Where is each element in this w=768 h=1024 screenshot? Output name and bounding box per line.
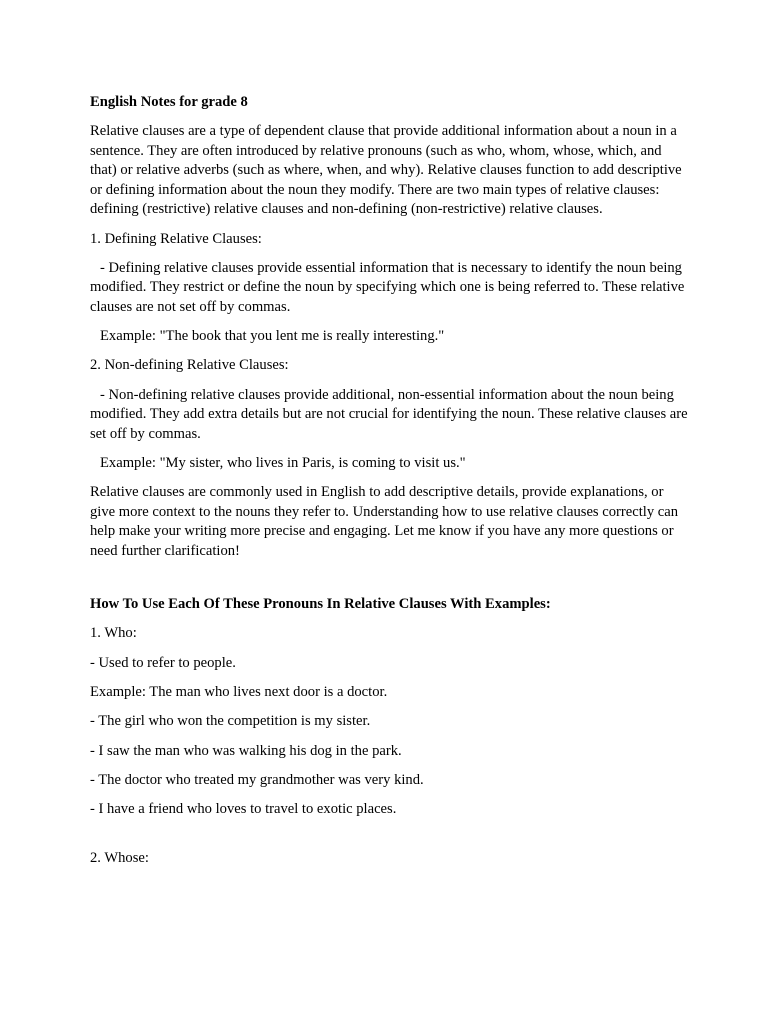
whose-heading: 2. Whose:	[90, 850, 149, 867]
who-item: - I saw the man who was walking his dog in the park.	[90, 742, 402, 759]
blank-line	[90, 830, 690, 850]
defining-body: - Defining relative clauses provide essential information that is necessary to identify the noun being modified. They restrict or define the noun by specifying which one is being referred to. These relative clauses are not set off by commas.	[90, 259, 685, 315]
conclusion-paragraph: Relative clauses are commonly used in English to add descriptive details, provide explanations, or give more context to the nouns they refer to. Understanding how to use relative clauses correctly can help make your writing more precise and engaging. Let me know if you have any more questions or need further clarification!	[90, 484, 679, 559]
document-page	[90, 93, 690, 878]
who-item: - The doctor who treated my grandmother was very kind.	[90, 771, 424, 788]
nondefining-heading: 2. Non-defining Relative Clauses:	[90, 357, 289, 374]
defining-example: Example: "The book that you lent me is really interesting."	[100, 328, 445, 345]
who-heading: 1. Who:	[90, 625, 137, 642]
document-title: English Notes for grade 8	[90, 94, 248, 110]
who-usage: - Used to refer to people.	[90, 654, 236, 671]
nondefining-example: Example: "My sister, who lives in Paris, is coming to visit us."	[100, 455, 466, 472]
defining-heading: 1. Defining Relative Clauses:	[90, 230, 262, 247]
nondefining-body: - Non-defining relative clauses provide additional, non-essential information about the noun being modified. They add extra details but are not crucial for identifying the noun. These relative clauses are set off by commas.	[90, 386, 688, 442]
who-item: - The girl who won the competition is my sister.	[90, 713, 371, 730]
section2-title: How To Use Each Of These Pronouns In Relative Clauses With Examples:	[90, 596, 551, 613]
intro-paragraph: Relative clauses are a type of dependent clause that provide additional information about a noun in a sentence. They are often introduced by relative pronouns (such as who, whom, whose, which, and that) or relative adverbs (such as where, when, and why). Relative clauses function to add descriptive or defining information about the noun they modify. There are two main types of relative clauses: defining (restrictive) relative clauses and non-defining (non-restrictive) relative clauses.	[90, 123, 682, 218]
who-item: - I have a friend who loves to travel to exotic places.	[90, 801, 397, 818]
who-example: Example: The man who lives next door is a doctor.	[90, 684, 388, 701]
blank-line	[90, 571, 690, 595]
